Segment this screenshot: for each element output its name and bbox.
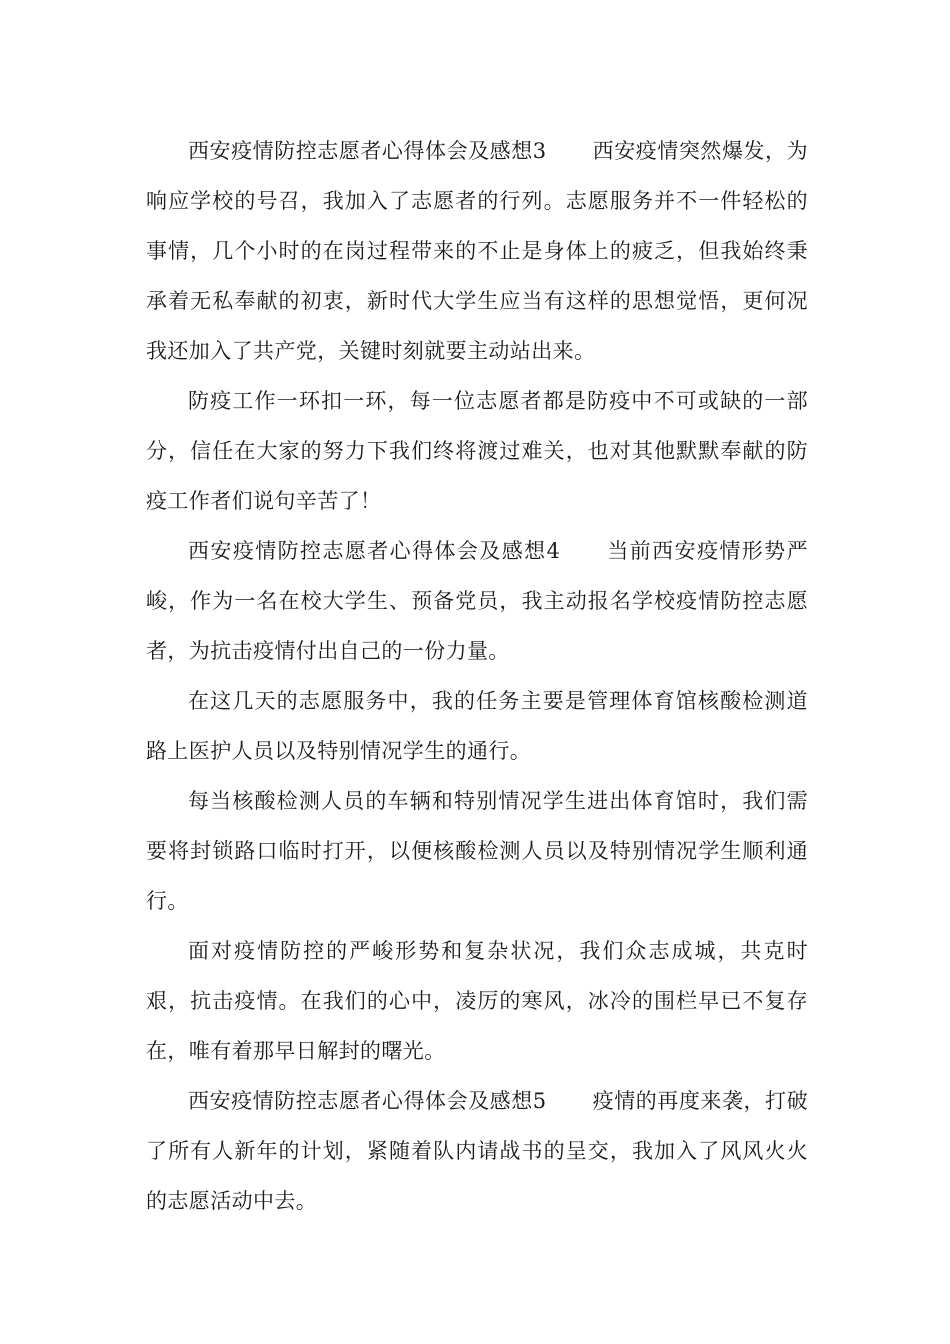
paragraph-6 bbox=[146, 926, 808, 1076]
paragraph-3 bbox=[146, 526, 808, 676]
section-heading-5: 西安疫情防控志愿者心得体会及感想5 bbox=[188, 1089, 547, 1113]
paragraph-text: 西安疫情突然爆发，为响应学校的号召，我加入了志愿者的行列。志愿服务并不一件轻松的事情，几个小时的在岗过程带来的不止是身体上的疲乏，但我始终秉承着无私奉献的初衷，新时代大学生应当有这样的思想觉悟，更何况我还加入了共产党，关键时刻就要主动站出来。 bbox=[146, 139, 808, 363]
paragraph-text: 每当核酸检测人员的车辆和特别情况学生进出体育馆时，我们需要将封锁路口临时打开，以便核酸检测人员以及特别情况学生顺利通行。 bbox=[146, 789, 808, 913]
section-heading-4: 西安疫情防控志愿者心得体会及感想4 bbox=[188, 539, 561, 563]
paragraph-7 bbox=[146, 1076, 808, 1226]
document-body bbox=[146, 126, 808, 1226]
paragraph-text: 在这几天的志愿服务中，我的任务主要是管理体育馆核酸检测道路上医护人员以及特别情况学生的通行。 bbox=[146, 689, 808, 763]
paragraph-5 bbox=[146, 776, 808, 926]
section-heading-3: 西安疫情防控志愿者心得体会及感想3 bbox=[188, 139, 547, 163]
paragraph-4 bbox=[146, 676, 808, 776]
paragraph-2 bbox=[146, 376, 808, 526]
paragraph-text: 防疫工作一环扣一环，每一位志愿者都是防疫中不可或缺的一部分，信任在大家的努力下我们终将渡过难关，也对其他默默奉献的防疫工作者们说句辛苦了！ bbox=[146, 389, 808, 513]
paragraph-text: 面对疫情防控的严峻形势和复杂状况，我们众志成城，共克时艰，抗击疫情。在我们的心中，凌厉的寒风，冰冷的围栏早已不复存在，唯有着那早日解封的曙光。 bbox=[146, 939, 808, 1063]
paragraph-text: 疫情的再度来袭，打破了所有人新年的计划，紧随着队内请战书的呈交，我加入了风风火火的志愿活动中去。 bbox=[146, 1089, 808, 1213]
paragraph-1 bbox=[146, 126, 808, 376]
paragraph-text: 当前西安疫情形势严峻，作为一名在校大学生、预备党员，我主动报名学校疫情防控志愿者，为抗击疫情付出自己的一份力量。 bbox=[146, 539, 808, 663]
